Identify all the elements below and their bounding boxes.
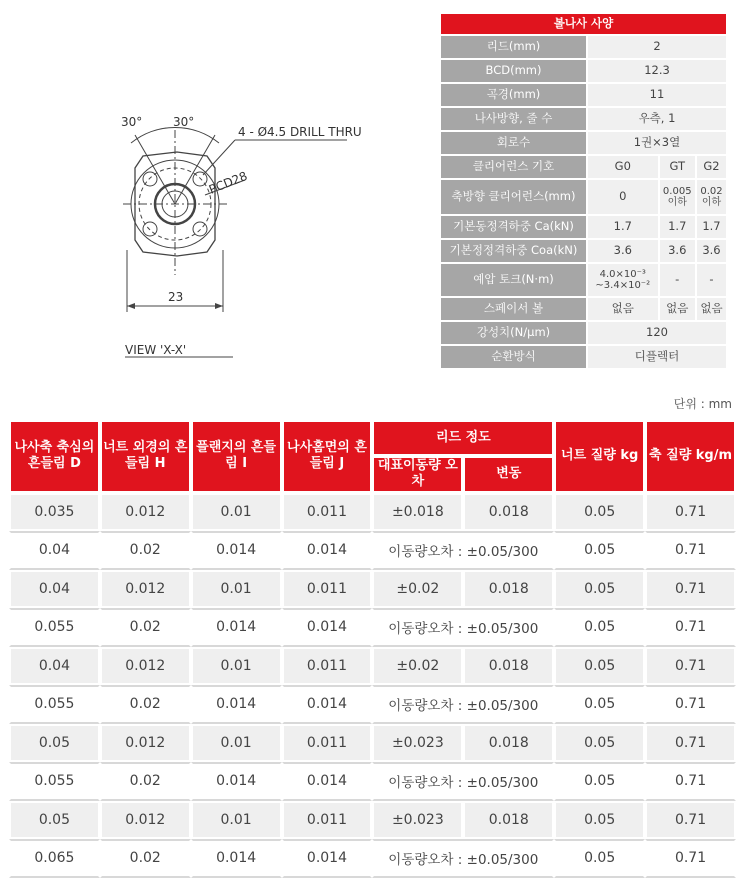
cell-rep-error: ±0.02: [372, 647, 463, 686]
spec-label: 리드(mm): [440, 35, 587, 59]
header-variation: 변동: [463, 456, 554, 493]
spec-value: G2: [696, 155, 727, 179]
cell-variation: 0.018: [463, 724, 554, 763]
cell-shaft-runout: 0.04: [9, 531, 100, 570]
spec-label: BCD(mm): [440, 59, 587, 83]
cell-shaft-mass: 0.71: [645, 839, 736, 878]
table-row: [9, 801, 736, 840]
spec-label: 순환방식: [440, 345, 587, 369]
accuracy-table: [9, 420, 736, 878]
bolt-hole: [193, 222, 207, 236]
cell-lead-accuracy: 이동량오차 : ±0.05/300: [372, 608, 554, 647]
header-rep-error: 대표이동량 오차: [372, 456, 463, 493]
cell-shaft-mass: 0.71: [645, 762, 736, 801]
table-row: [9, 570, 736, 609]
cell-shaft-runout: 0.04: [9, 647, 100, 686]
cell-groove-runout: 0.014: [282, 762, 373, 801]
spec-row-torque: [440, 263, 727, 297]
cell-rep-error: ±0.023: [372, 724, 463, 763]
view-label: VIEW 'X-X': [125, 343, 187, 357]
cell-nut-runout: 0.02: [100, 608, 191, 647]
spec-value: 0.02 이하: [696, 179, 727, 215]
cell-lead-accuracy: 이동량오차 : ±0.05/300: [372, 531, 554, 570]
flange-drawing-svg: [95, 100, 385, 370]
spec-value: G0: [587, 155, 659, 179]
spec-label: 기본동정격하중 Ca(kN): [440, 215, 587, 239]
spec-value: 2: [587, 35, 727, 59]
cell-shaft-runout: 0.035: [9, 493, 100, 532]
cell-lead-accuracy: 이동량오차 : ±0.05/300: [372, 839, 554, 878]
cell-nut-mass: 0.05: [554, 570, 645, 609]
spec-value: 12.3: [587, 59, 727, 83]
table-row: [9, 685, 736, 724]
cell-shaft-runout: 0.055: [9, 685, 100, 724]
cell-nut-runout: 0.012: [100, 647, 191, 686]
cell-nut-runout: 0.02: [100, 762, 191, 801]
spec-value: 4.0×10⁻³ ~3.4×10⁻²: [587, 263, 659, 297]
table-row: [9, 839, 736, 878]
cell-groove-runout: 0.011: [282, 801, 373, 840]
cell-rep-error: ±0.018: [372, 493, 463, 532]
width-dim-label: 23: [168, 290, 184, 304]
cell-shaft-mass: 0.71: [645, 724, 736, 763]
table-row: [9, 493, 736, 532]
spec-row-bcd: [440, 59, 727, 83]
cell-nut-runout: 0.02: [100, 685, 191, 724]
header-flange-runout: 플랜지의 흔들림 I: [191, 420, 282, 493]
table-row: [9, 762, 736, 801]
cell-shaft-mass: 0.71: [645, 801, 736, 840]
spec-row-clearance: [440, 155, 727, 179]
ballscrew-spec-table: [440, 13, 727, 369]
cell-flange-runout: 0.014: [191, 608, 282, 647]
cell-shaft-mass: 0.71: [645, 493, 736, 532]
spec-value: 없음: [659, 297, 696, 321]
cell-rep-error: ±0.02: [372, 570, 463, 609]
cell-nut-runout: 0.02: [100, 531, 191, 570]
cell-variation: 0.018: [463, 570, 554, 609]
header-groove-runout: 나사홈면의 흔들림 J: [282, 420, 373, 493]
cell-shaft-runout: 0.065: [9, 839, 100, 878]
cell-nut-mass: 0.05: [554, 608, 645, 647]
spec-row-ball: [440, 83, 727, 107]
cell-nut-mass: 0.05: [554, 762, 645, 801]
spec-value: 1.7: [696, 215, 727, 239]
cell-lead-accuracy: 이동량오차 : ±0.05/300: [372, 762, 554, 801]
header-lead-accuracy: 리드 정도: [372, 420, 554, 456]
cell-shaft-runout: 0.055: [9, 608, 100, 647]
cell-nut-runout: 0.02: [100, 839, 191, 878]
cell-nut-runout: 0.012: [100, 801, 191, 840]
cell-flange-runout: 0.014: [191, 685, 282, 724]
header-shaft-mass: 축 질량 kg/m: [645, 420, 736, 493]
cell-shaft-runout: 0.055: [9, 762, 100, 801]
angle-label-right: 30°: [173, 115, 195, 129]
cell-shaft-mass: 0.71: [645, 531, 736, 570]
spec-label: 스페이서 볼: [440, 297, 587, 321]
cell-groove-runout: 0.011: [282, 647, 373, 686]
angle-label-left: 30°: [121, 115, 143, 129]
cell-variation: 0.018: [463, 493, 554, 532]
cell-shaft-mass: 0.71: [645, 647, 736, 686]
spec-row-turns: [440, 131, 727, 155]
drill-note: 4 - Ø4.5 DRILL THRU: [238, 125, 362, 139]
spec-row-dir: [440, 107, 727, 131]
cell-nut-runout: 0.012: [100, 724, 191, 763]
cell-flange-runout: 0.014: [191, 762, 282, 801]
cell-flange-runout: 0.01: [191, 647, 282, 686]
spec-label: 예압 토크(N·m): [440, 263, 587, 297]
cell-lead-accuracy: 이동량오차 : ±0.05/300: [372, 685, 554, 724]
unit-label: 단위 : mm: [673, 397, 732, 411]
cell-nut-mass: 0.05: [554, 531, 645, 570]
spec-value: 1.7: [587, 215, 659, 239]
cell-nut-runout: 0.012: [100, 493, 191, 532]
spec-value: 없음: [696, 297, 727, 321]
cell-flange-runout: 0.01: [191, 570, 282, 609]
cell-nut-mass: 0.05: [554, 685, 645, 724]
spec-row-axial: [440, 179, 727, 215]
spec-label: 곡경(mm): [440, 83, 587, 107]
spec-value: 0.005 이하: [659, 179, 696, 215]
spec-value: 120: [587, 321, 727, 345]
cell-nut-mass: 0.05: [554, 493, 645, 532]
spec-label: 클리어런스 기호: [440, 155, 587, 179]
spec-value: -: [659, 263, 696, 297]
cell-nut-mass: 0.05: [554, 801, 645, 840]
cell-shaft-runout: 0.05: [9, 801, 100, 840]
bolt-hole: [143, 172, 157, 186]
bolt-hole: [193, 172, 207, 186]
spec-label: 강성치(N/μm): [440, 321, 587, 345]
spec-row-ca: [440, 215, 727, 239]
spec-value: 0: [587, 179, 659, 215]
table-row: [9, 724, 736, 763]
cell-groove-runout: 0.014: [282, 531, 373, 570]
spec-value: GT: [659, 155, 696, 179]
cell-nut-runout: 0.012: [100, 570, 191, 609]
spec-label: 축방향 클리어런스(mm): [440, 179, 587, 215]
table-row: [9, 608, 736, 647]
spec-row-lead: [440, 35, 727, 59]
cell-flange-runout: 0.01: [191, 493, 282, 532]
cell-variation: 0.018: [463, 647, 554, 686]
cell-flange-runout: 0.01: [191, 724, 282, 763]
cell-shaft-mass: 0.71: [645, 608, 736, 647]
spec-title: 볼나사 사양: [440, 13, 727, 35]
spec-value: 3.6: [659, 239, 696, 263]
dim-arrow-right: [215, 303, 223, 309]
header-nut-mass: 너트 질량 kg: [554, 420, 645, 493]
cell-nut-mass: 0.05: [554, 839, 645, 878]
spec-row-circulation: [440, 345, 727, 369]
cell-nut-mass: 0.05: [554, 647, 645, 686]
cell-shaft-runout: 0.04: [9, 570, 100, 609]
pcd-label: PCD28: [206, 168, 250, 197]
cell-nut-mass: 0.05: [554, 724, 645, 763]
cell-groove-runout: 0.011: [282, 570, 373, 609]
spec-value: 우측, 1: [587, 107, 727, 131]
spec-value: 없음: [587, 297, 659, 321]
spec-row-coa: [440, 239, 727, 263]
spec-row-rigidity: [440, 321, 727, 345]
table-row: [9, 531, 736, 570]
bolt-hole: [143, 222, 157, 236]
spec-row-spacer: [440, 297, 727, 321]
angle-line-left: [135, 135, 175, 204]
header-nut-runout: 너트 외경의 흔들림 H: [100, 420, 191, 493]
spec-label: 기본정정격하중 Coa(kN): [440, 239, 587, 263]
cell-flange-runout: 0.014: [191, 839, 282, 878]
spec-value: 11: [587, 83, 727, 107]
spec-value: 1권×3열: [587, 131, 727, 155]
cell-shaft-runout: 0.05: [9, 724, 100, 763]
cell-flange-runout: 0.014: [191, 531, 282, 570]
spec-value: -: [696, 263, 727, 297]
spec-value: 3.6: [587, 239, 659, 263]
cell-groove-runout: 0.014: [282, 839, 373, 878]
table-row: [9, 647, 736, 686]
cell-flange-runout: 0.01: [191, 801, 282, 840]
cell-groove-runout: 0.011: [282, 493, 373, 532]
header-shaft-runout: 나사축 축심의 흔들림 D: [9, 420, 100, 493]
dim-arrow-left: [127, 303, 135, 309]
cell-variation: 0.018: [463, 801, 554, 840]
cell-shaft-mass: 0.71: [645, 685, 736, 724]
spec-value: 3.6: [696, 239, 727, 263]
flange-drawing: [95, 100, 385, 370]
cell-groove-runout: 0.011: [282, 724, 373, 763]
cell-shaft-mass: 0.71: [645, 570, 736, 609]
spec-label: 회로수: [440, 131, 587, 155]
cell-groove-runout: 0.014: [282, 608, 373, 647]
spec-value: 디플렉터: [587, 345, 727, 369]
spec-value: 1.7: [659, 215, 696, 239]
cell-groove-runout: 0.014: [282, 685, 373, 724]
spec-label: 나사방향, 줄 수: [440, 107, 587, 131]
header-row: [9, 420, 736, 456]
cell-rep-error: ±0.023: [372, 801, 463, 840]
